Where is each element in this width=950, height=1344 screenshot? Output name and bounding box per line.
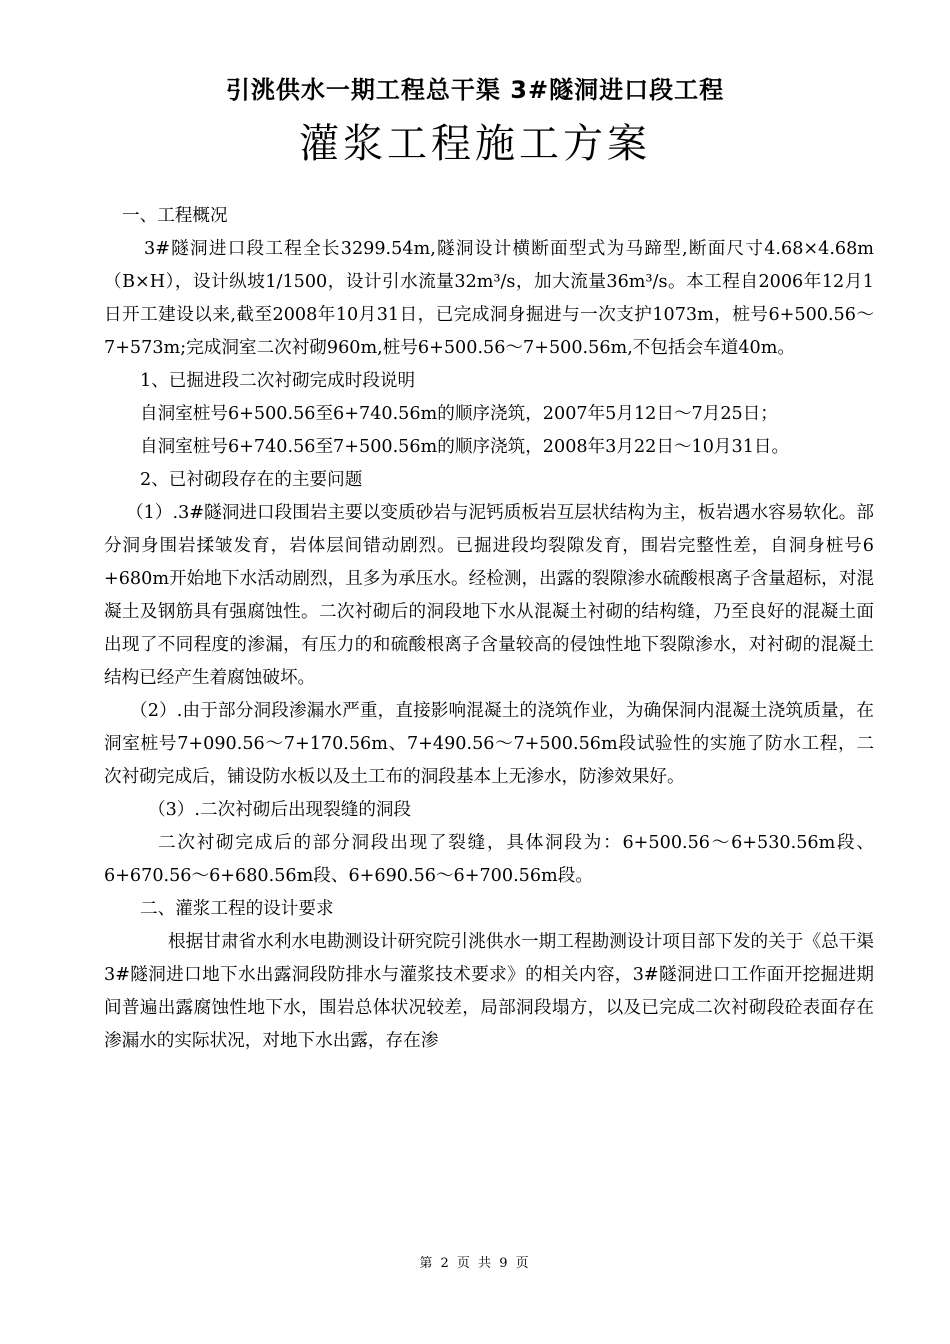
paragraph-overview: 3#隧洞进口段工程全长3299.54m,隧洞设计横断面型式为马蹄型,断面尺寸4.68×4.68m（B×H），设计纵坡1/1500，设计引水流量32m³/s，加大流量36m³/s。本工程自2006年12月1日开工建设以来,截至2008年10月31日，已完成洞身掘进与一次支护1073m，桩号6+500.56～7+573m;完成洞室二次衬砌960m,桩号6+500.56～7+500.56m,不包括会车道40m。: [104, 239, 874, 358]
paragraph-lining-period-1: 自洞室桩号6+500.56至6+740.56m的顺序浇筑，2007年5月12日～7月25日；: [140, 404, 778, 424]
section-heading-overview: 一、工程概况: [122, 206, 228, 226]
subheading-main-problems: 2、已衬砌段存在的主要问题: [140, 470, 363, 490]
subheading-lining-period: 1、已掘进段二次衬砌完成时段说明: [140, 371, 416, 391]
paragraph-problem-2: （2）.由于部分洞段渗漏水严重，直接影响混凝土的浇筑作业，为确保洞内混凝土浇筑质量，在洞室桩号7+090.56～7+170.56m、7+490.56～7+500.56m段试验性的实施了防水工程，二次衬砌完成后，铺设防水板以及土工布的洞段基本上无渗水，防渗效果好。: [104, 701, 874, 787]
paragraph-lining-period-2: 自洞室桩号6+740.56至7+500.56m的顺序浇筑，2008年3月22日～10月31日。: [140, 437, 790, 457]
document-title-project: 引洮供水一期工程总干渠 3#隧洞进口段工程: [225, 76, 725, 104]
document-body: [104, 200, 874, 1058]
paragraph-problem-3: 二次衬砌完成后的部分洞段出现了裂缝，具体洞段为：6+500.56～6+530.56m段、6+670.56～6+680.56m段、6+690.56～6+700.56m段。: [104, 833, 874, 886]
paragraph-design-requirements: 根据甘肃省水利水电勘测设计研究院引洮供水一期工程勘测设计项目部下发的关于《总干渠3#隧洞进口地下水出露洞段防排水与灌浆技术要求》的相关内容，3#隧洞进口工作面开挖掘进期间普遍出露腐蚀性地下水，围岩总体状况较差，局部洞段塌方，以及已完成二次衬砌段砼表面存在渗漏水的实际状况，对地下水出露，存在渗: [104, 932, 874, 1051]
paragraph-problem-3-heading: （3）.二次衬砌后出现裂缝的洞段: [148, 800, 412, 820]
document-title-main: 灌浆工程施工方案: [299, 121, 651, 167]
section-heading-design-requirements: 二、灌浆工程的设计要求: [140, 899, 334, 919]
paragraph-problem-1: （1）.3#隧洞进口段围岩主要以变质砂岩与泥钙质板岩互层状结构为主，板岩遇水容易软化。部分洞身围岩揉皱发育，岩体层间错动剧烈。已掘进段均裂隙发育，围岩完整性差，自洞身桩号6 +680m开始地下水活动剧烈，且多为承压水。经检测，出露的裂隙渗水硫酸根离子含量超标，对混凝土及钢筋具有强腐蚀性。二次衬砌后的洞段地下水从混凝土衬砌的结构缝，乃至良好的混凝土面出现了不同程度的渗漏，有压力的和硫酸根离子含量较高的侵蚀性地下裂隙渗水，对衬砌的混凝土结构已经产生着腐蚀破坏。: [104, 503, 874, 688]
page-footer: 第 2 页 共 9 页: [419, 1256, 531, 1271]
